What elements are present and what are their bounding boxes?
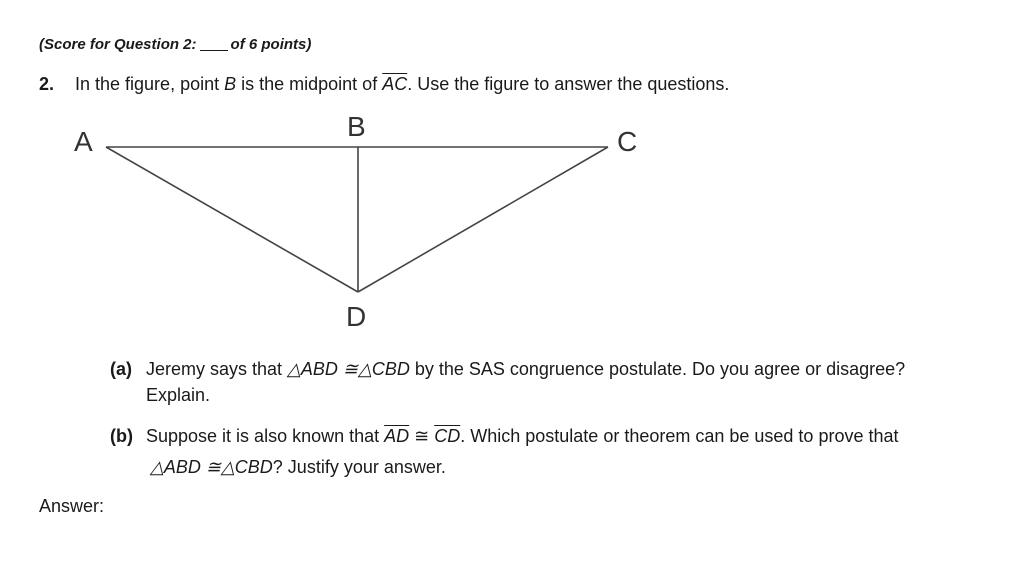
part-a-congruence: △ABD ≅△CBD [287,359,410,379]
part-b [110,426,133,447]
part-b-line-1 [146,426,899,447]
part-a-line-1 [146,359,905,380]
prompt-text-3: . Use the figure to answer the questions. [407,74,730,94]
part-a [110,359,132,380]
part-a-text-2: by the SAS congruence postulate. Do you agree or disagree? [409,359,906,379]
part-b-text-2: . Which postulate or theorem can be used to prove that [460,426,899,446]
point-b-ref: B [224,74,237,94]
segment-ad [106,147,358,292]
part-b-congruence: △ABD ≅△CBD [150,457,273,477]
label-a: A [74,126,93,157]
segment-cd-ref: $\overline{CD}$ [434,426,461,446]
part-a-text-1: Jeremy says that [146,359,288,379]
label-d: D [346,301,367,332]
prompt-text-1: In the figure, point [75,74,225,94]
prompt-text-2: is the midpoint of [236,74,383,94]
part-b-label: (b) [110,426,133,446]
score-suffix: of 6 points) [230,36,312,53]
part-a-label: (a) [110,359,132,379]
label-c: C [617,126,638,157]
label-b: B [347,111,366,142]
answer-label: Answer: [39,496,105,516]
score-prefix: (Score for Question 2: [39,36,197,53]
part-a-line-2: Explain. [146,385,211,405]
segment-ad-ref: $\overline{AD}$ [384,426,410,446]
part-b-text-1: Suppose it is also known that [146,426,385,446]
question-number: 2. [39,74,55,94]
part-b-line-2 [150,457,446,478]
segment-cd [358,147,608,292]
congruent-symbol: ≅ [409,426,435,446]
segment-ac-ref: $\overline{AC}$ [382,74,408,94]
part-b-text-3: ? Justify your answer. [272,457,446,477]
